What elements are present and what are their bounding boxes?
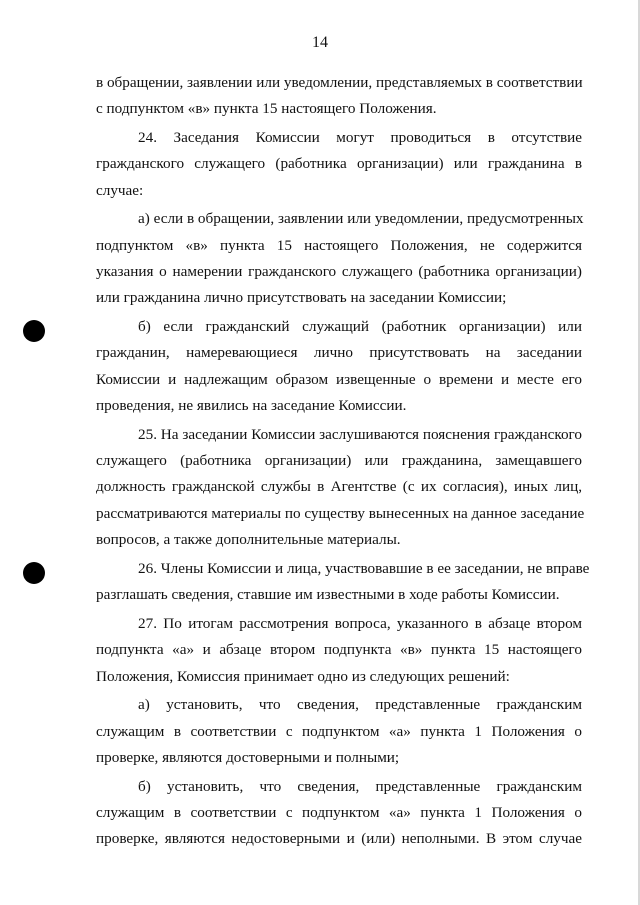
text-line: или гражданина лично присутствовать на заседании Комиссии; xyxy=(96,289,507,307)
text-line: проверке, являются достоверными и полными; xyxy=(96,748,400,766)
punch-hole xyxy=(23,562,45,584)
text-line: разглашать сведения, ставшие им известными в ходе работы Комиссии. xyxy=(96,586,560,604)
paragraph-26-start: 26. Члены Комиссии и лица, участвовавшие в ее заседании, не вправе xyxy=(138,559,590,577)
text-line: гражданин, намеревающиеся лично присутствовать на заседании xyxy=(96,344,582,362)
text-line: указания о намерении гражданского служащего (работника организации) xyxy=(96,263,582,281)
text-line: служащего (работника организации) или гражданина, замещавшего xyxy=(96,452,582,470)
text-line: с подпунктом «в» пункта 15 настоящего Положения. xyxy=(96,100,437,118)
paragraph-24-start: 24. Заседания Комиссии могут проводиться в отсутствие xyxy=(138,129,582,147)
decision-a-start: а) установить, что сведения, представленные гражданским xyxy=(138,696,582,714)
page-number: 14 xyxy=(312,34,328,51)
paragraph-27-start: 27. По итогам рассмотрения вопроса, указанного в абзаце втором xyxy=(138,614,582,632)
subitem-a-start: а) если в обращении, заявлении или уведомлении, предусмотренных xyxy=(138,210,584,228)
decision-b-start: б) установить, что сведения, представленные гражданским xyxy=(138,777,582,795)
text-line: рассматриваются материалы по существу вынесенных на данное заседание xyxy=(96,504,585,522)
text-line: Положения, Комиссия принимает одно из следующих решений: xyxy=(96,667,510,685)
text-line: в обращении, заявлении или уведомлении, представляемых в соответствии xyxy=(96,74,583,91)
text-line: подпункта «а» и абзаце втором подпункта «в» пункта 15 настоящего xyxy=(96,641,582,659)
text-line: гражданского служащего (работника организации) или гражданина в xyxy=(96,155,582,173)
text-line: служащим в соответствии с подпунктом «а» пункта 1 Положения о xyxy=(96,804,582,822)
text-line: вопросов, а также дополнительные материалы. xyxy=(96,531,401,549)
punch-hole xyxy=(23,320,45,342)
subitem-b-start: б) если гражданский служащий (работник организации) или xyxy=(138,318,582,336)
paragraph-25-start: 25. На заседании Комиссии заслушиваются пояснения гражданского xyxy=(138,425,582,443)
text-line: Комиссии и надлежащим образом извещенные о времени и месте его xyxy=(96,370,582,388)
text-line: служащим в соответствии с подпунктом «а» пункта 1 Положения о xyxy=(96,722,582,740)
text-line: должность гражданской службы в Агентстве (с их согласия), иных лиц, xyxy=(96,478,582,496)
text-line: проведения, не явились на заседание Комиссии. xyxy=(96,397,407,415)
text-line: подпунктом «в» пункта 15 настоящего Положения, не содержится xyxy=(96,236,582,254)
text-line: случае: xyxy=(96,181,144,199)
document-body xyxy=(96,70,590,853)
text-line: проверке, являются недостоверными и (или) неполными. В этом случае xyxy=(96,830,582,848)
